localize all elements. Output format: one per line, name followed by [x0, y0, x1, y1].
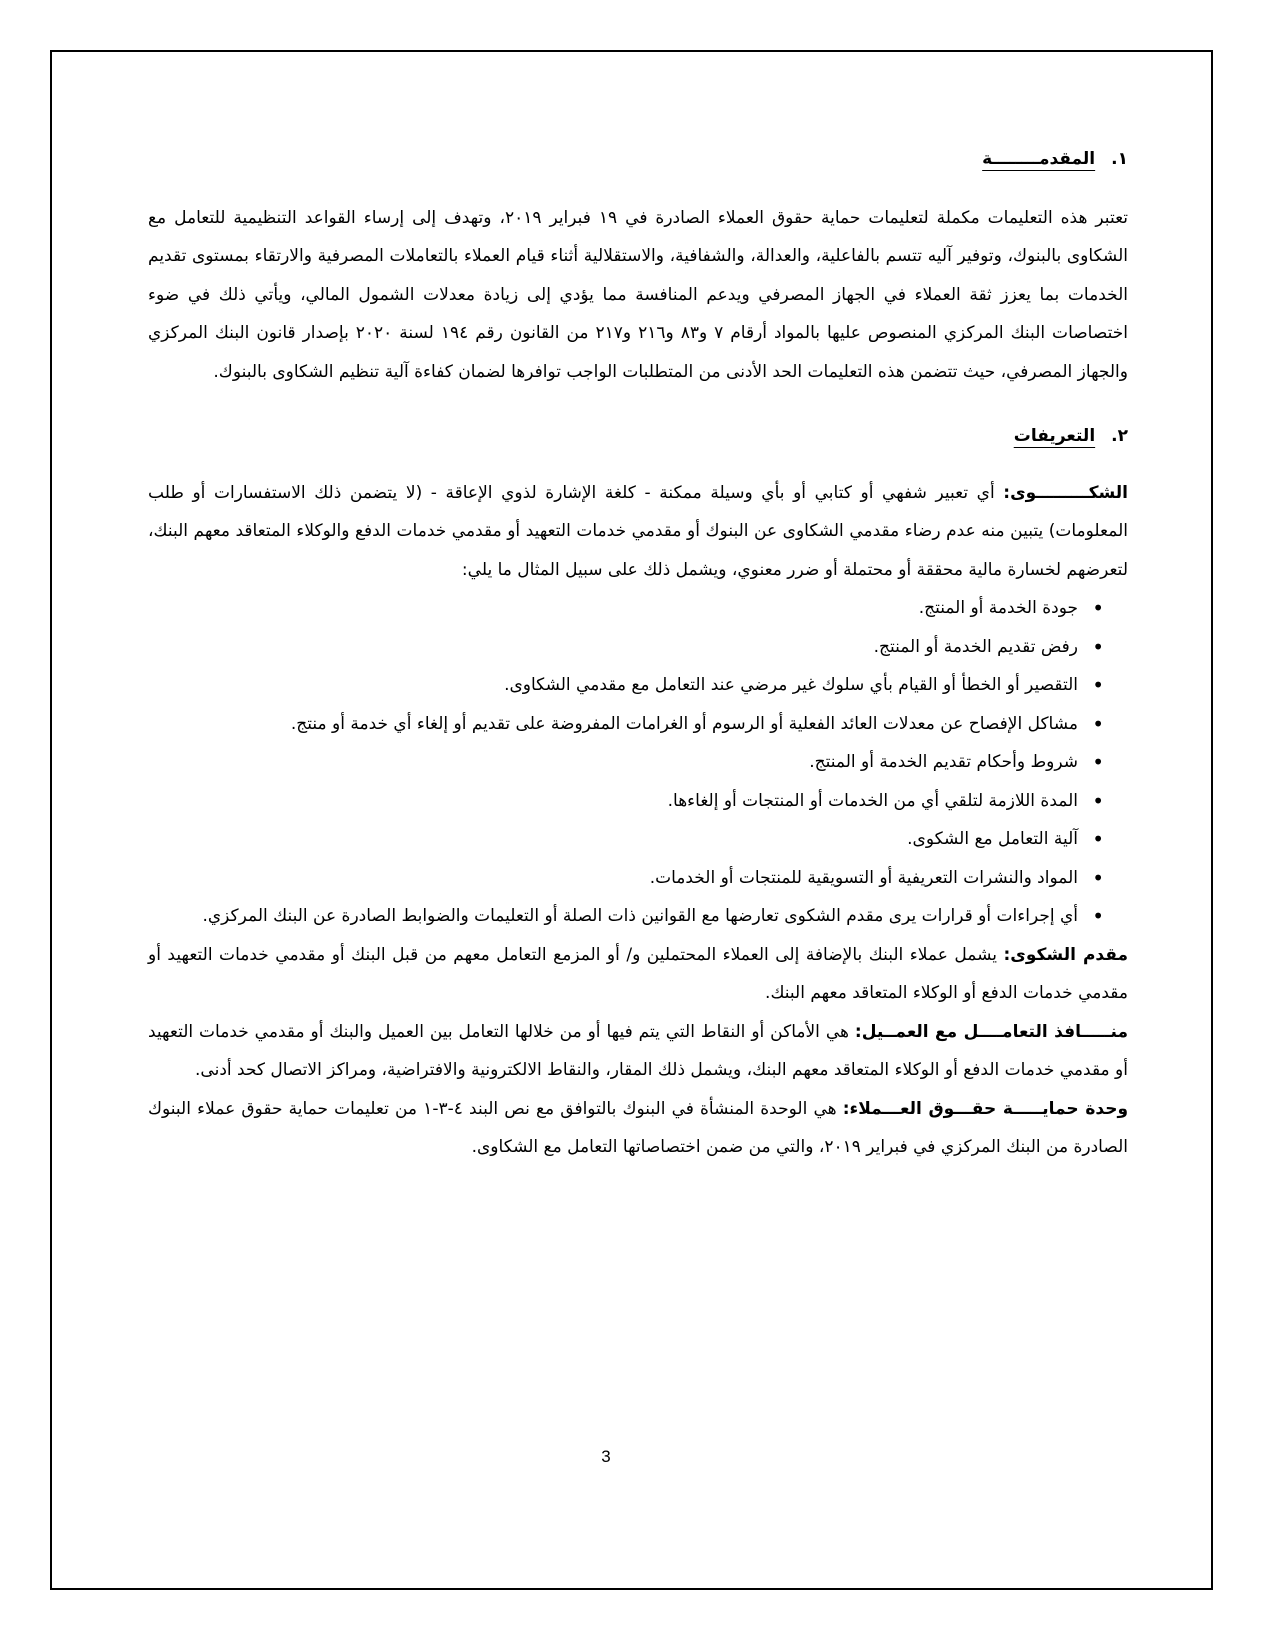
touchpoints-term: منـــــافذ التعامــــل مع العمــيل: [854, 1021, 1128, 1042]
page-number: 3 [601, 1447, 611, 1466]
complaint-text: أي تعبير شفهي أو كتابي أو بأي وسيلة ممكنة - كلغة الإشارة لذوي الإعاقة - (لا يتضمن ذلك الاستفسارات أو طلب المعلومات) يتبين منه عدم رضاء مقدمي الشكاوى عن البنوك أو مقدمي خدمات التعهيد أو مقدمي خدمات الدفع والوكلاء المتعاقد معهم البنك، لتعرضهم لخسارة مالية محققة أو محتملة أو ضرر معنوي، ويشمل ذلك على سبيل المثال ما يلي: [148, 482, 1128, 580]
list-item: • أي إجراءات أو قرارات يرى مقدم الشكوى تعارضها مع القوانين ذات الصلة أو التعليمات والضوابط الصادرة عن البنك المركزي. [148, 897, 1100, 936]
introduction-paragraph: تعتبر هذه التعليمات مكملة لتعليمات حماية حقوق العملاء الصادرة في ١٩ فبراير ٢٠١٩، وتهدف إلى إرساء القواعد التنظيمية للتعامل مع الشكاوى بالبنوك، وتوفير آليه تتسم بالفاعلية، والعدالة، والشفافية، والاستقلالية أثناء قيام العملاء بالتعاملات المصرفية والارتقاء بمستوى تقديم الخدمات بما يعزز ثقة العملاء في الجهاز المصرفي ويدعم المنافسة مما يؤدي إلى زيادة معدلات الشمول المالي، ويأتي ذلك في ضوء اختصاصات البنك المركزي المنصوص عليها بالمواد أرقام ٧ و٨٣ و٢١٦ و٢١٧ من القانون رقم ١٩٤ لسنة ٢٠٢٠ بإصدار قانون البنك المركزي والجهاز المصرفي، حيث تتضمن هذه التعليمات الحد الأدنى من المتطلبات الواجب توافرها لضمان كفاءة آلية تنظيم الشكاوى بالبنوك. [148, 207, 1129, 382]
touchpoints-definition [148, 1013, 1128, 1090]
list-item: • المواد والنشرات التعريفية أو التسويقية للمنتجات أو الخدمات. [148, 859, 1100, 898]
complainant-definition [148, 936, 1128, 1013]
complaint-definition [148, 474, 1128, 590]
list-item: • التقصير أو الخطأ أو القيام بأي سلوك غير مرضي عند التعامل مع مقدمي الشكاوى. [148, 666, 1100, 705]
protection-unit-definition [148, 1090, 1128, 1167]
list-item: • مشاكل الإفصاح عن معدلات العائد الفعلية أو الرسوم أو الغرامات المفروضة على تقديم أو إلغاء أي خدمة أو منتج. [148, 705, 1100, 744]
complaint-examples-list [148, 589, 1128, 936]
protection-unit-text: هي الوحدة المنشأة في البنوك بالتوافق مع نص البند ٤-٣-١ من تعليمات حماية حقوق عملاء البنوك الصادرة من البنك المركزي في فبراير ٢٠١٩، والتي من ضمن اختصاصاتها التعامل مع الشكاوى. [148, 1098, 1128, 1157]
section-2-number: ٢. [1111, 426, 1128, 446]
list-item: • المدة اللازمة لتلقي أي من الخدمات أو المنتجات أو إلغاءها. [148, 782, 1100, 821]
touchpoints-text: هي الأماكن أو النقاط التي يتم فيها أو من خلالها التعامل بين العميل والبنك أو مقدمي خدمات التعهيد أو مقدمي خدمات الدفع أو الوكلاء المتعاقد معهم البنك، ويشمل ذلك المقار، والنقاط الالكترونية والافتراضية، ومراكز الاتصال كحد أدنى. [148, 1021, 1128, 1080]
section-1-title: المقدمــــــــة [982, 149, 1096, 169]
section-1-number: ١. [1111, 149, 1128, 169]
list-item: • آلية التعامل مع الشكوى. [148, 820, 1100, 859]
protection-unit-term: وحدة حمايـــــة حقـــوق العـــملاء: [842, 1098, 1129, 1119]
list-item: • جودة الخدمة أو المنتج. [148, 589, 1100, 628]
section-2-heading [148, 417, 1128, 456]
list-item: • رفض تقديم الخدمة أو المنتج. [148, 628, 1100, 667]
document-body [148, 138, 1128, 1167]
section-1-heading [148, 140, 1128, 179]
section-2-title: التعريفات [1013, 426, 1096, 446]
complainant-term: مقدم الشكوى: [1003, 944, 1128, 965]
complainant-text: يشمل عملاء البنك بالإضافة إلى العملاء المحتملين و/ أو المزمع التعامل معهم من قبل البنك أو مقدمي خدمات التعهيد أو مقدمي خدمات الدفع أو الوكلاء المتعاقد معهم البنك. [148, 944, 1128, 1003]
list-item: • شروط وأحكام تقديم الخدمة أو المنتج. [148, 743, 1100, 782]
complaint-term: الشكـــــــــوى: [1003, 482, 1128, 503]
